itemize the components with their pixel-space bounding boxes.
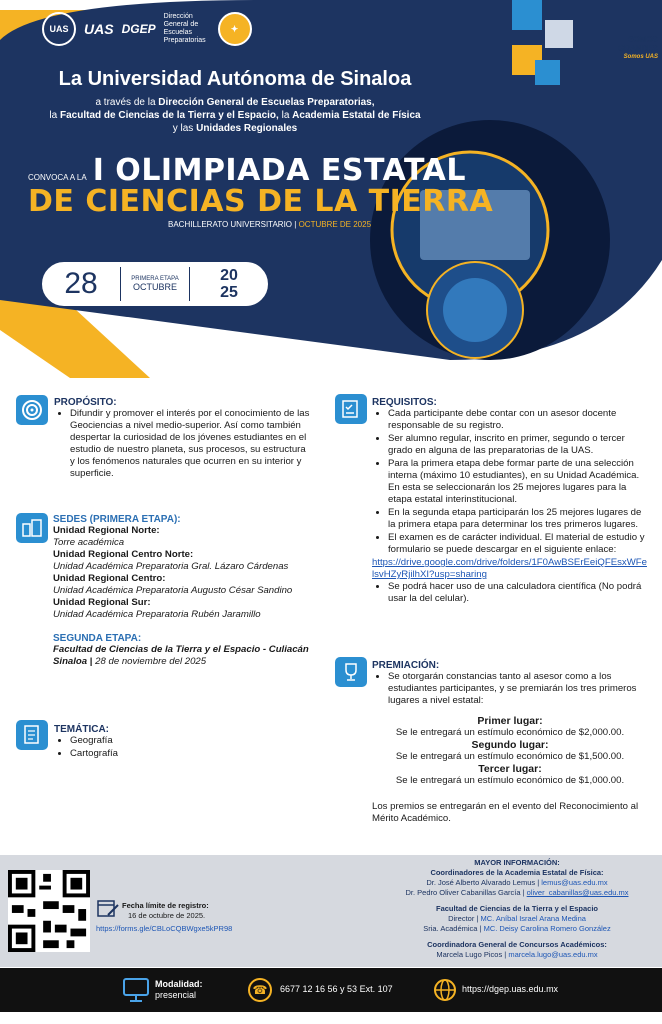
registration-form-link[interactable]: https://forms.gle/CBLoCQBWgxe5kPR98	[96, 924, 233, 933]
region-name: Unidad Regional Centro Norte:	[53, 549, 194, 560]
deco-square	[580, 0, 610, 20]
date-day: 28	[64, 267, 98, 300]
phone-number[interactable]: 6677 12 16 56 y 53 Ext. 107	[280, 984, 393, 994]
region-name: Unidad Regional Centro:	[53, 573, 166, 584]
segunda-etapa-detail: Facultad de Ciencias de la Tierra y el Espacio - Culiacán Sinaloa | 28 de noviembre del 2025	[53, 644, 309, 667]
list-item: • Se podrá hacer uso de una calculadora científica (No podrá usar la del celular).	[388, 581, 648, 605]
deadline-label: Fecha límite de registro:	[122, 901, 209, 910]
list-item: • En la segunda etapa participarán los 25 mejores lugares de la primera etapa para determinar los tres primeros lugares.	[388, 507, 648, 531]
sedes-section	[53, 514, 333, 668]
logos-row	[42, 12, 252, 46]
requisitos-section	[372, 397, 648, 606]
region-place: Unidad Académica Preparatoria Augusto César Sandino	[53, 585, 293, 596]
prize-desc: Se le entregará un estímulo económico de $1,500.00.	[395, 751, 625, 762]
prize-place: Primer lugar:	[477, 715, 543, 727]
list-item: • Cada participante debe contar con un asesor docente responsable de su registro.	[388, 408, 648, 432]
uas-seal-icon: UAS	[42, 12, 76, 46]
uas-logo: UAS	[84, 21, 114, 37]
list-item: • Geografía	[70, 735, 274, 747]
list-item: • Para la primera etapa debe formar parte de una selección interna (máximo 10 estudiantes), en su Unidad Académica. En esta se seleccionarán los 25 mejores lugares para la etapa estatal interinstitucional.	[388, 458, 648, 506]
sedes-title: SEDES (PRIMERA ETAPA):	[53, 514, 181, 525]
prize-desc: Se le entregará un estímulo económico de $2,000.00.	[395, 727, 625, 738]
list-item: • Ser alumno regular, inscrito en primer, segundo o tercer grado en alguna de las preparatorias de la UAS.	[388, 433, 648, 457]
hero-title: La Universidad Autónoma de Sinaloa	[58, 68, 412, 90]
bachillerato-line: BACHILLERATO UNIVERSITARIO | OCTUBRE DE 2025	[168, 220, 372, 229]
qr-code-icon[interactable]	[8, 870, 90, 952]
conc-1: Marcela Lugo Picos | marcela.lugo@uas.edu.mx	[436, 950, 598, 959]
conc-title: Coordinadora General de Concursos Académicos:	[427, 940, 607, 949]
date-stage-month: PRIMERA ETAPA OCTUBRE	[120, 267, 190, 301]
footer-info	[0, 855, 662, 967]
hero-subtitle-3: y las Unidades Regionales	[172, 123, 298, 134]
calendar-edit-icon	[96, 897, 120, 919]
region-place: Unidad Académica Preparatoria Gral. Lázaro Cárdenas	[53, 561, 289, 572]
region-place: Torre académica	[53, 537, 125, 548]
prize-note: Los premios se entregarán en el evento del Reconocimiento al Mérito Académico.	[372, 801, 639, 824]
coord-title: Coordinadores de la Academia Estatal de Física:	[430, 868, 604, 877]
list-item: • El examen es de carácter individual. El material de estudio y formulario se puede descargar en el siguiente enlace:	[388, 532, 648, 556]
globe-icon	[433, 978, 457, 1002]
premiacion-section	[372, 660, 648, 825]
study-material-link[interactable]: https://drive.google.com/drive/folders/1F0AwBSErEeiQFEsxWFelsvHZyRjilhXI?usp=sharing	[372, 557, 647, 580]
olimpiada-title-2: DE CIENCIAS DE LA TIERRA	[28, 184, 494, 219]
premiacion-list	[372, 671, 648, 707]
segunda-etapa-title: SEGUNDA ETAPA:	[53, 633, 142, 644]
region-place: Unidad Académica Preparatoria Rubén Jaramillo	[53, 609, 261, 620]
proposito-title: PROPÓSITO:	[54, 397, 117, 408]
prize-place: Segundo lugar:	[471, 739, 549, 751]
dgep-logo-text: Dirección General de Escuelas Preparatorias	[163, 13, 206, 44]
convoca-line	[28, 153, 466, 188]
list-item: • Se otorgarán constancias tanto al asesor como a los estudiantes participantes, y se premiarán los tres primeros lugares a nivel estatal:	[388, 671, 648, 707]
convoca-label: CONVOCA A LA	[28, 173, 87, 182]
tematica-section	[54, 724, 274, 761]
document-icon	[16, 720, 48, 750]
email-link[interactable]: oliver_cabanillas@uas.edu.mx	[526, 888, 629, 897]
hero-subtitle-1: a través de la Dirección General de Escuelas Preparatorias,	[95, 97, 375, 108]
faculty-seal-icon: ✦	[218, 12, 252, 46]
fac-1: Director | MC. Aníbal Israel Arana Medina	[448, 914, 586, 923]
info-title: MAYOR INFORMACIÓN:	[474, 858, 560, 867]
contact-block	[372, 858, 662, 960]
list-item: • Difundir y promover el interés por el conocimiento de las Geociencias a nivel medio-superior. Así como también despertar la curiosidad de los jóvenes estudiantes en el estudio de nuestro planeta, sus procesos, su estructura y los fenómenos naturales que ocurren en su interior y superficie.	[70, 408, 312, 480]
target-icon	[16, 395, 48, 425]
deco-square	[535, 60, 560, 85]
somos-grandes-badge: SOMOS GRANDES Somos UAS	[617, 35, 658, 60]
region-name: Unidad Regional Norte:	[53, 525, 160, 536]
date-year: 20 25	[220, 267, 238, 301]
coord-1: Dr. José Alberto Alvarado Lemus | lemus@uas.edu.mx	[426, 878, 608, 887]
region-name: Unidad Regional Sur:	[53, 597, 151, 608]
monitor-icon	[122, 977, 150, 1003]
fac-2: Sria. Académica | MC. Deisy Carolina Romero González	[423, 924, 611, 933]
checklist-icon	[335, 394, 367, 424]
email-link[interactable]: lemus@uas.edu.mx	[541, 878, 608, 887]
proposito-section	[54, 397, 312, 481]
hero-banner	[0, 0, 662, 378]
requisitos-title: REQUISITOS:	[372, 397, 437, 408]
dgep-logo: DGEP	[121, 22, 156, 36]
modalidad-block: Modalidad: presencial	[155, 979, 203, 1000]
deadline-block	[122, 901, 272, 921]
email-link[interactable]: marcela.lugo@uas.edu.mx	[508, 950, 598, 959]
deadline-date: 16 de octubre de 2025.	[128, 911, 206, 920]
date-badge	[40, 260, 270, 308]
olimpiada-title-1: I OLIMPIADA ESTATAL	[92, 153, 466, 188]
website-link[interactable]: https://dgep.uas.edu.mx	[462, 984, 559, 994]
proposito-list	[54, 408, 312, 480]
hero-subtitle-2: la Facultad de Ciencias de la Tierra y el Espacio, la Academia Estatal de Física	[49, 110, 421, 121]
list-item: • Cartografía	[70, 748, 274, 760]
tematica-title: TEMÁTICA:	[54, 724, 109, 735]
prize-place: Tercer lugar:	[478, 763, 542, 775]
deco-square	[545, 20, 573, 48]
coord-2: Dr. Pedro Oliver Cabanillas García | oliver_cabanillas@uas.edu.mx	[405, 888, 629, 897]
phone-icon: ☎	[248, 978, 272, 1002]
prize-desc: Se le entregará un estímulo económico de $1,000.00.	[395, 775, 625, 786]
requisitos-list-last	[372, 581, 648, 605]
buildings-icon	[16, 513, 48, 543]
bottom-bar	[0, 968, 662, 1012]
prizes-block	[372, 715, 648, 787]
trophy-icon	[335, 657, 367, 687]
requisitos-list	[372, 408, 648, 556]
deco-square	[512, 0, 542, 30]
tematica-list	[54, 735, 274, 760]
fac-title: Facultad de Ciencias de la Tierra y el Espacio	[435, 904, 598, 913]
premiacion-title: PREMIACIÓN:	[372, 660, 440, 671]
